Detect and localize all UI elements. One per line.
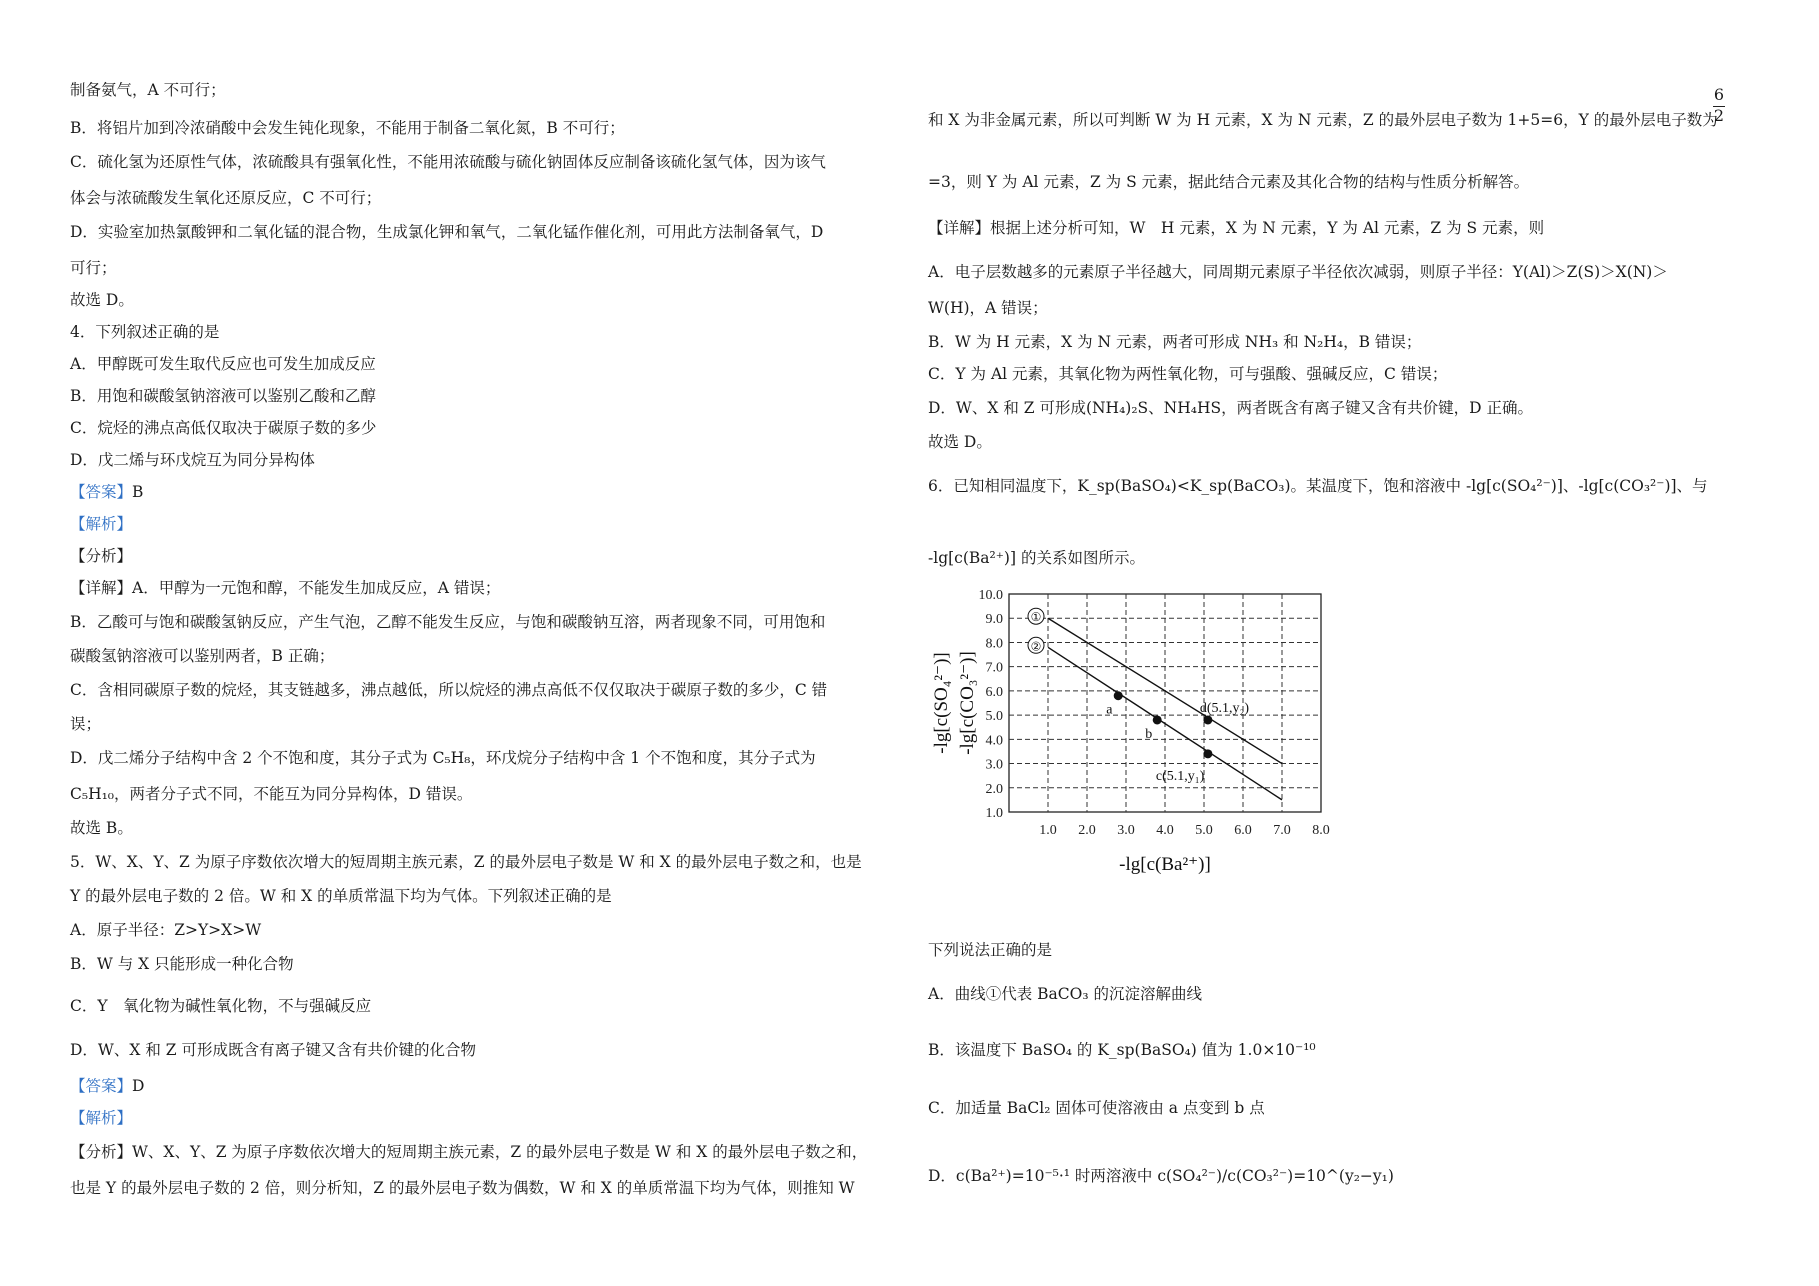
y-tick-label: 10.0 [978,588,1003,603]
left-line: A．甲醇既可发生取代反应也可发生加成反应 [70,355,376,373]
page-number-denominator: 2 [1713,106,1725,125]
left-line [70,1076,144,1096]
left-line: C．烷烃的沸点高低仅取决于碳原子数的多少 [70,419,377,437]
right-line: D．W、X 和 Z 可形成(NH₄)₂S、NH₄HS，两者既含有离子键又含有共价键，D 正确。 [928,399,1533,417]
solubility-chart [925,588,1445,912]
left-line: 5．W、X、Y、Z 为原子序数依次增大的短周期主族元素，Z 的最外层电子数是 W 和 X 的最外层电子数之和，也是 [70,853,862,871]
right-line: 6．已知相同温度下，K_sp(BaSO₄)<K_sp(BaCO₃)。某温度下，饱和溶液中 -lg[c(SO₄²⁻)]、-lg[c(CO₃²⁻)]、与 [928,477,1708,495]
left-line: D．W、X 和 Z 可形成既含有离子键又含有共价键的化合物 [70,1041,476,1059]
right-line: 故选 D。 [928,433,992,451]
x-tick-label: 3.0 [1117,823,1135,838]
right-line: B．该温度下 BaSO₄ 的 K_sp(BaSO₄) 值为 1.0×10⁻¹⁰ [928,1041,1316,1059]
left-line: C．含相同碳原子数的烷烃，其支链越多，沸点越低，所以烷烃的沸点高低不仅仅取决于碳原子数的多少，C 错 [70,681,828,699]
left-line: 碳酸氢钠溶液可以鉴别两者，B 正确； [70,647,335,665]
section-marker: 【答案】 [70,483,133,501]
left-line: D．实验室加热氯酸钾和二氧化锰的混合物，生成氯化钾和氧气，二氧化锰作催化剂，可用此方法制备氧气，D [70,223,824,241]
left-line: 【分析】W、X、Y、Z 为原子序数依次增大的短周期主族元素，Z 的最外层电子数是 W 和 X 的最外层电子数之和， [70,1143,868,1161]
left-line: 也是 Y 的最外层电子数的 2 倍，则分析知，Z 的最外层电子数为偶数，W 和 X 的单质常温下均为气体，则推知 W [70,1179,855,1197]
page-number-numerator: 6 [1713,85,1725,104]
answer-value: B [132,483,144,501]
y-axis-label-sulfate: -lg[c(SO₄²⁻)] [931,652,952,754]
left-line: D．戊二烯与环戊烷互为同分异构体 [70,451,315,469]
left-line: 故选 B。 [70,819,133,837]
y-tick-label: 3.0 [985,757,1003,773]
right-line: 下列说法正确的是 [928,941,1053,959]
left-line: B．用饱和碳酸氢钠溶液可以鉴别乙酸和乙醇 [70,387,376,405]
x-tick-label: 8.0 [1312,823,1330,838]
left-line: 【详解】A．甲醇为一元饱和醇，不能发生加成反应，A 错误； [70,579,501,597]
left-line: D．戊二烯分子结构中含 2 个不饱和度，其分子式为 C₅H₈，环戊烷分子结构中含 1 个不饱和度，其分子式为 [70,749,816,767]
section-marker: 【解析】 [70,515,133,533]
right-line: D．c(Ba²⁺)=10⁻⁵·¹ 时两溶液中 c(SO₄²⁻)/c(CO₃²⁻)=10^(y₂−y₁) [928,1167,1394,1185]
left-line: C₅H₁₀，两者分子式不同，不能互为同分异构体，D 错误。 [70,785,473,803]
right-line: =3，则 Y 为 Al 元素，Z 为 S 元素，据此结合元素及其化合物的结构与性质分析解答。 [928,173,1530,191]
y-tick-label: 8.0 [985,636,1003,652]
x-tick-label: 4.0 [1156,823,1174,838]
y-tick-label: 1.0 [985,806,1003,821]
y-tick-label: 5.0 [985,709,1003,725]
y-tick-label: 6.0 [985,684,1003,700]
right-line: A．电子层数越多的元素原子半径越大，同周期元素原子半径依次减弱，则原子半径：Y(Al)＞Z(S)＞X(N)＞ [928,263,1668,281]
point-label: d(5.1,y₂) [1199,700,1250,716]
left-line: 故选 D。 [70,291,134,309]
y-tick-label: 2.0 [985,781,1003,797]
y-tick-label: 7.0 [985,660,1003,676]
right-line: C．加适量 BaCl₂ 固体可使溶液由 a 点变到 b 点 [928,1099,1265,1117]
x-tick-label: 7.0 [1273,823,1291,838]
left-line [70,514,132,534]
x-tick-label: 2.0 [1078,823,1096,838]
left-line [70,1108,132,1128]
y-axis-label-carbonate: -lg[c(CO₃²⁻)] [957,651,978,755]
left-line: C．Y 氧化物为碱性氧化物，不与强碱反应 [70,997,372,1015]
x-axis-label: -lg[c(Ba²⁺)] [1119,854,1211,875]
series-label: ② [1030,639,1042,654]
left-line: 制备氨气，A 不可行； [70,81,226,99]
data-point [1114,691,1123,700]
right-line: C．Y 为 Al 元素，其氧化物为两性氧化物，可与强酸、强碱反应，C 错误； [928,365,1448,383]
left-line: B．乙酸可与饱和碳酸氢钠反应，产生气泡，乙醇不能发生反应，与饱和碳酸钠互溶，两者现象不同，可用饱和 [70,613,826,631]
x-tick-label: 6.0 [1234,823,1252,838]
point-label: c(5.1,y₁) [1155,768,1205,784]
left-line: 误； [70,715,102,733]
data-point [1153,715,1162,724]
page-number [1713,86,1725,125]
x-tick-label: 5.0 [1195,823,1213,838]
right-line: 【详解】根据上述分析可知，W H 元素，X 为 N 元素，Y 为 Al 元素，Z 为 S 元素，则 [928,219,1545,237]
left-line: B．W 与 X 只能形成一种化合物 [70,955,294,973]
data-point [1203,715,1212,724]
point-label: b [1145,726,1153,742]
y-tick-label: 9.0 [985,612,1003,628]
left-line: C．硫化氢为还原性气体，浓硫酸具有强氧化性，不能用浓硫酸与硫化钠固体反应制备该硫化氢气体，因为该气 [70,153,826,171]
section-marker: 【解析】 [70,1109,133,1127]
point-label: a [1106,702,1113,718]
series-label: ① [1030,610,1042,625]
right-line: -lg[c(Ba²⁺)] 的关系如图所示。 [928,549,1145,567]
right-line: A．曲线①代表 BaCO₃ 的沉淀溶解曲线 [928,985,1202,1003]
left-line: 可行； [70,259,117,277]
left-line: Y 的最外层电子数的 2 倍。W 和 X 的单质常温下均为气体。下列叙述正确的是 [70,887,612,905]
left-line: B．将铝片加到冷浓硝酸中会发生钝化现象，不能用于制备二氧化氮，B 不可行； [70,119,625,137]
answer-value: D [132,1077,145,1095]
right-line: B．W 为 H 元素，X 为 N 元素，两者可形成 NH₃ 和 N₂H₄，B 错误； [928,333,1422,351]
right-line: W(H)，A 错误； [928,299,1048,317]
left-line: 4．下列叙述正确的是 [70,323,220,341]
data-point [1203,749,1212,758]
left-line [70,482,143,502]
left-line: A．原子半径：Z>Y>X>W [70,921,262,939]
section-marker: 【答案】 [70,1077,133,1095]
y-tick-label: 4.0 [985,733,1003,749]
left-line: 【分析】 [70,547,133,565]
x-tick-label: 1.0 [1039,823,1057,838]
left-line: 体会与浓硫酸发生氧化还原反应，C 不可行； [70,189,382,207]
right-line: 和 X 为非金属元素，所以可判断 W 为 H 元素，X 为 N 元素，Z 的最外层电子数为 1+5=6，Y 的最外层电子数为 [928,111,1718,129]
